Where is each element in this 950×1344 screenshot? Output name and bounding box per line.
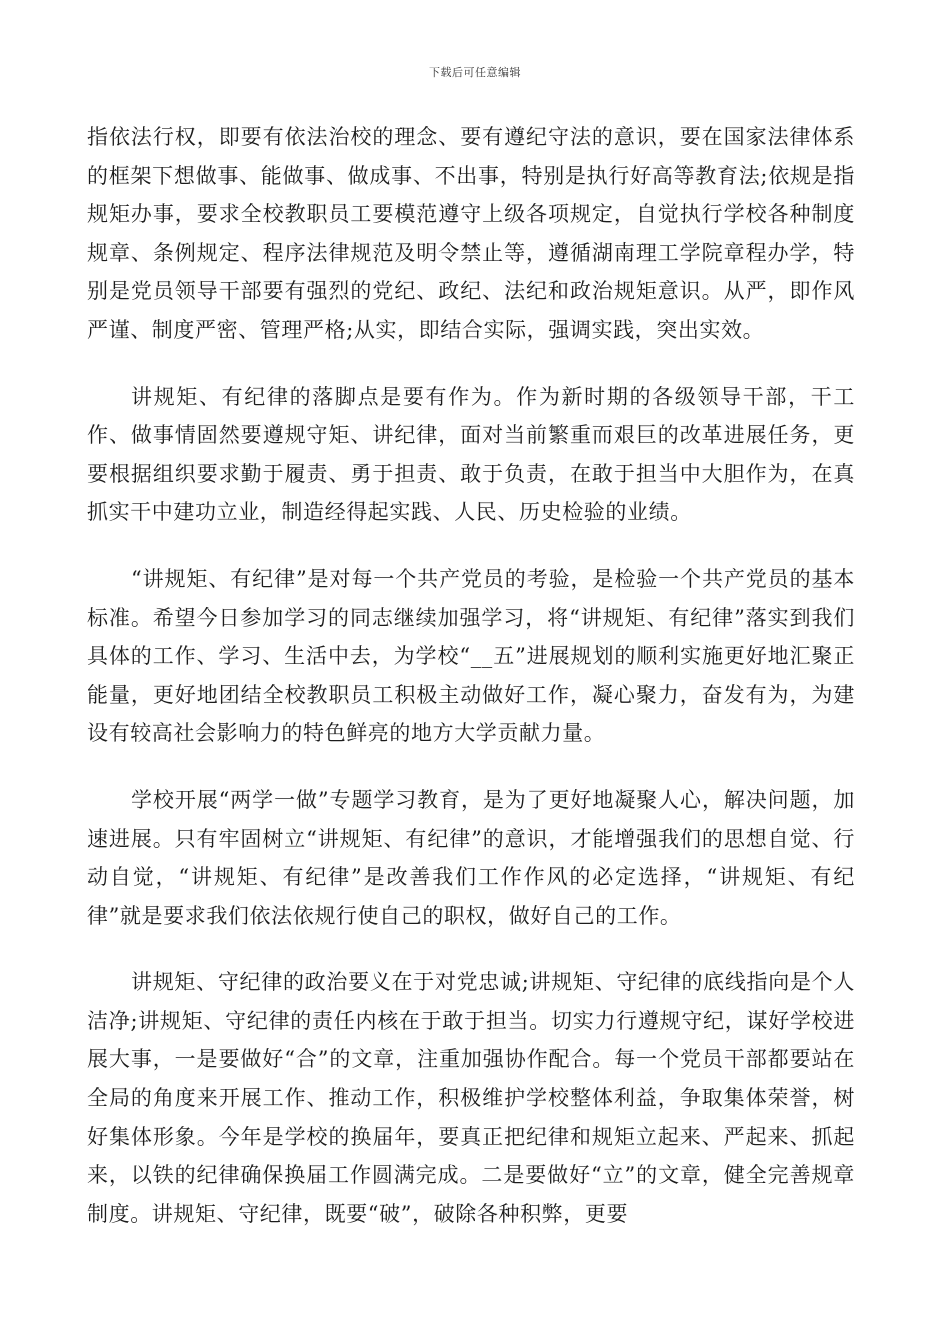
paragraph-4: 学校开展“两学一做”专题学习教育，是为了更好地凝聚人心，解决问题，加速进展。只有牢固树立“讲规矩、有纪律”的意识，才能增强我们的思想自觉、行动自觉，“讲规矩、有纪律”是改善我们工作作风的必定选择，“讲规矩、有纪律”就是要求我们依法依规行使自己的职权，做好自己的工作。: [87, 787, 855, 928]
paragraph-3: “讲规矩、有纪律”是对每一个共产党员的考验，是检验一个共产党员的基本标准。希望今日参加学习的同志继续加强学习，将“讲规矩、有纪律”落实到我们具体的工作、学习、生活中去，为学校“__五”进展规划的顺利实施更好地汇聚正能量，更好地团结全校教职员工积极主动做好工作，凝心聚力，奋发有为，为建设有较高社会影响力的特色鲜亮的地方大学贡献力量。: [87, 566, 855, 746]
page-header-note: 下载后可任意编辑: [429, 66, 521, 79]
document-body: [87, 118, 855, 1261]
paragraph-2: 讲规矩、有纪律的落脚点是要有作为。作为新时期的各级领导干部，干工作、做事情固然要遵规守矩、讲纪律，面对当前繁重而艰巨的改革进展任务，更要根据组织要求勤于履责、勇于担责、敢于负责，在敢于担当中大胆作为，在真抓实干中建功立业，制造经得起实践、人民、历史检验的业绩。: [87, 384, 855, 525]
paragraph-5: 讲规矩、守纪律的政治要义在于对党忠诚;讲规矩、守纪律的底线指向是个人洁净;讲规矩、守纪律的责任内核在于敢于担当。切实力行遵规守纪，谋好学校进展大事，一是要做好“合”的文章，注重加强协作配合。每一个党员干部都要站在全局的角度来开展工作、推动工作，积极维护学校整体利益，争取集体荣誉，树好集体形象。今年是学校的换届年，要真正把纪律和规矩立起来、严起来、抓起来，以铁的纪律确保换届工作圆满完成。二是要做好“立”的文章，健全完善规章制度。讲规矩、守纪律，既要“破”，破除各种积弊，更要: [87, 970, 855, 1226]
paragraph-1: 指依法行权，即要有依法治校的理念、要有遵纪守法的意识，要在国家法律体系的框架下想做事、能做事、做成事、不出事，特别是执行好高等教育法;依规是指规矩办事，要求全校教职员工要模范遵守上级各项规定，自觉执行学校各种制度规章、条例规定、程序法律规范及明令禁止等，遵循湖南理工学院章程办学，特别是党员领导干部要有强烈的党纪、政纪、法纪和政治规矩意识。从严，即作风严谨、制度严密、管理严格;从实，即结合实际，强调实践，突出实效。: [87, 125, 855, 342]
